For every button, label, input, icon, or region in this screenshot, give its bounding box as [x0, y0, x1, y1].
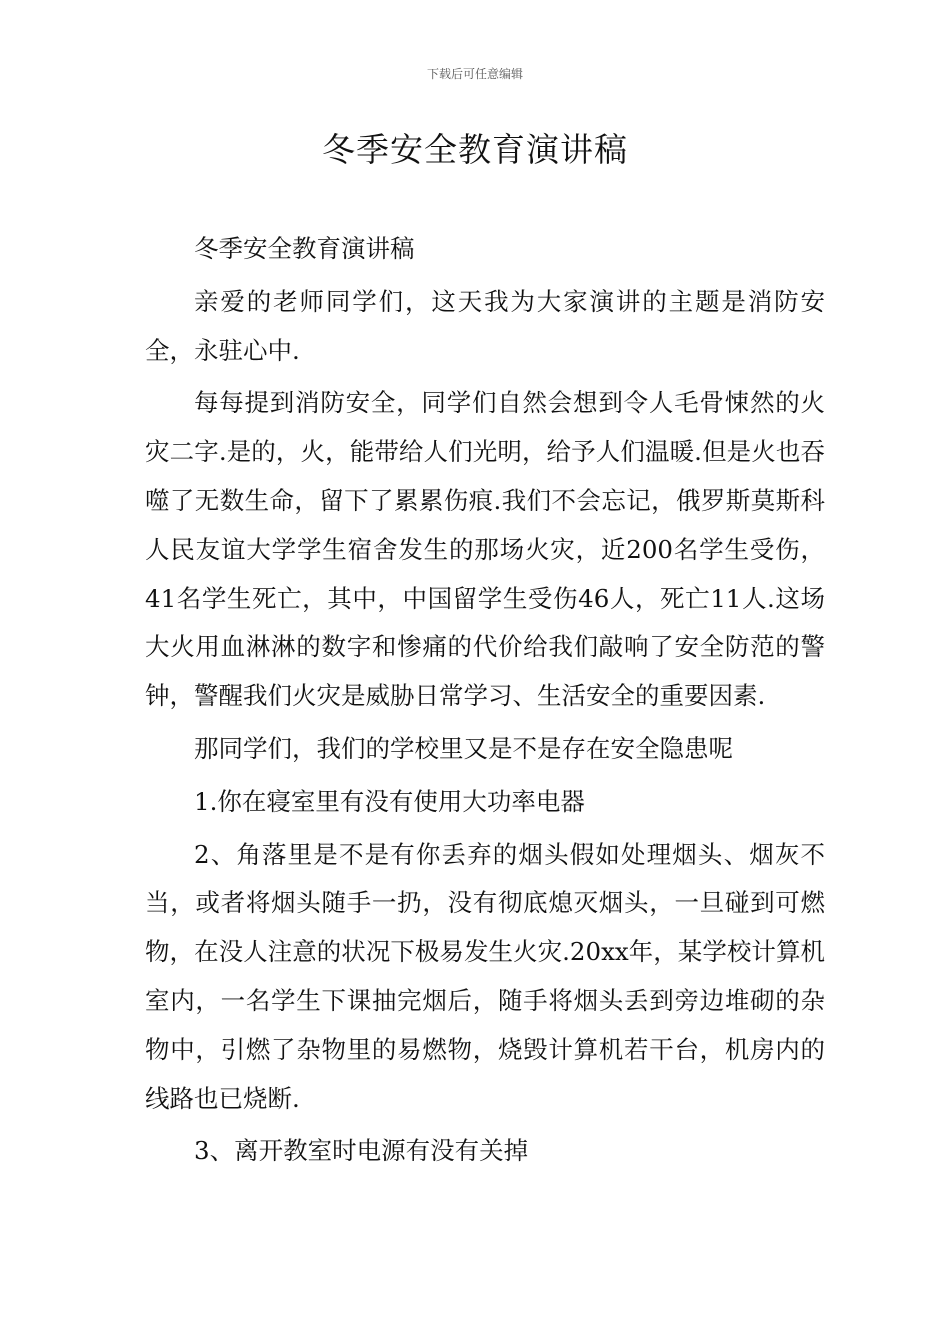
body-paragraph-fire-story: 每每提到消防安全，同学们自然会想到令人毛骨悚然的火灾二字.是的，火，能带给人们光明，给予人们温暖.但是火也吞噬了无数生命，留下了累累伤痕.我们不会忘记，俄罗斯莫斯科人民友谊大学学生宿舍发生的那场火灾，近200名学生受伤，41名学生死亡，其中，中国留学生受伤46人，死亡11人.这场大火用血淋淋的数字和惨痛的代价给我们敲响了安全防范的警钟，警醒我们火灾是威胁日常学习、生活安全的重要因素.	[145, 388, 825, 711]
header-note: 下载后可任意编辑	[426, 67, 523, 81]
document-body	[145, 225, 825, 1176]
body-paragraph-question: 那同学们，我们的学校里又是不是存在安全隐患呢	[194, 733, 733, 763]
document-title: 冬季安全教育演讲稿	[322, 130, 628, 169]
body-paragraph-greeting: 亲爱的老师同学们，这天我为大家演讲的主题是消防安全，永驻心中.	[145, 286, 825, 365]
body-paragraph-subtitle: 冬季安全教育演讲稿	[194, 234, 415, 263]
body-paragraph-item-3: 3、离开教室时电源有没有关掉	[194, 1136, 529, 1166]
body-paragraph-item-2: 2、角落里是不是有你丢弃的烟头假如处理烟头、烟灰不当，或者将烟头随手一扔，没有彻底熄灭烟头，一旦碰到可燃物，在没人注意的状况下极易发生火灾.20xx年，某学校计算机室内，一名学生下课抽完烟后，随手将烟头丢到旁边堆砌的杂物中，引燃了杂物里的易燃物，烧毁计算机若干台，机房内的线路也已烧断.	[145, 839, 825, 1113]
body-paragraph-item-1: 1.你在寝室里有没有使用大功率电器	[194, 786, 585, 816]
